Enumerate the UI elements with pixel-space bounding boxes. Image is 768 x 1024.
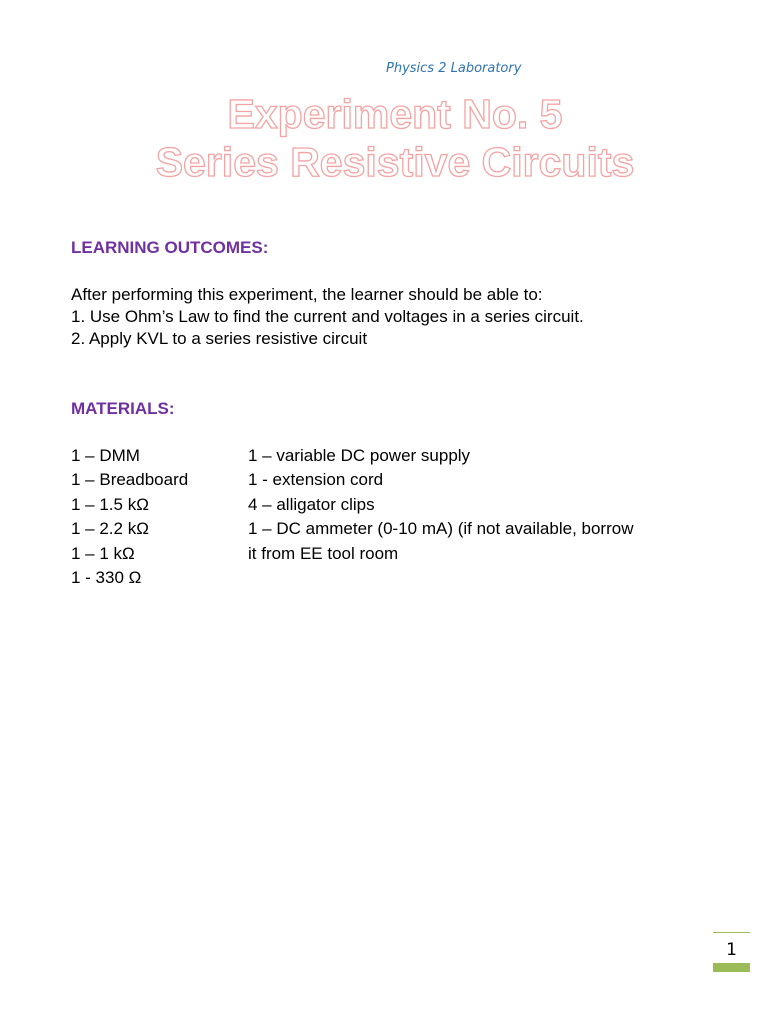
page-number-box	[713, 932, 750, 972]
learning-outcomes-intro: After performing this experiment, the learner should be able to:	[71, 285, 543, 304]
page-number-bar	[713, 963, 750, 972]
page-title	[0, 90, 768, 186]
material-item: it from EE tool room	[248, 543, 399, 563]
materials-heading: MATERIALS:	[71, 399, 175, 418]
header-subtitle: Physics 2 Laboratory	[386, 61, 522, 76]
learning-outcome-item: 2. Apply KVL to a series resistive circuit	[71, 329, 368, 348]
title-line-2: Series Resistive Circuits	[155, 139, 635, 185]
material-item: 1 – DMM	[71, 446, 140, 465]
material-item: 1 – 1.5 kΩ	[71, 494, 149, 514]
material-item: 1 – 1 kΩ	[71, 543, 135, 563]
materials-right-column	[248, 444, 633, 566]
material-item: 1 - 330 Ω	[71, 568, 142, 588]
materials-left-column	[71, 444, 188, 590]
page-number: 1	[726, 940, 737, 960]
material-item: 4 – alligator clips	[248, 494, 375, 514]
page-number-rule	[713, 932, 750, 933]
title-line-1: Experiment No. 5	[227, 91, 563, 137]
material-item: 1 – variable DC power supply	[248, 446, 471, 465]
material-item: 1 – 2.2 kΩ	[71, 519, 149, 539]
learning-outcomes-body	[71, 284, 584, 350]
material-item: 1 - extension cord	[248, 470, 384, 490]
learning-outcome-item: 1. Use Ohm’s Law to find the current and voltages in a series circuit.	[71, 307, 584, 326]
material-item: 1 – Breadboard	[71, 470, 189, 490]
learning-outcomes-heading: LEARNING OUTCOMES:	[71, 238, 269, 257]
material-item: 1 – DC ammeter (0-10 mA) (if not available, borrow	[248, 519, 634, 539]
